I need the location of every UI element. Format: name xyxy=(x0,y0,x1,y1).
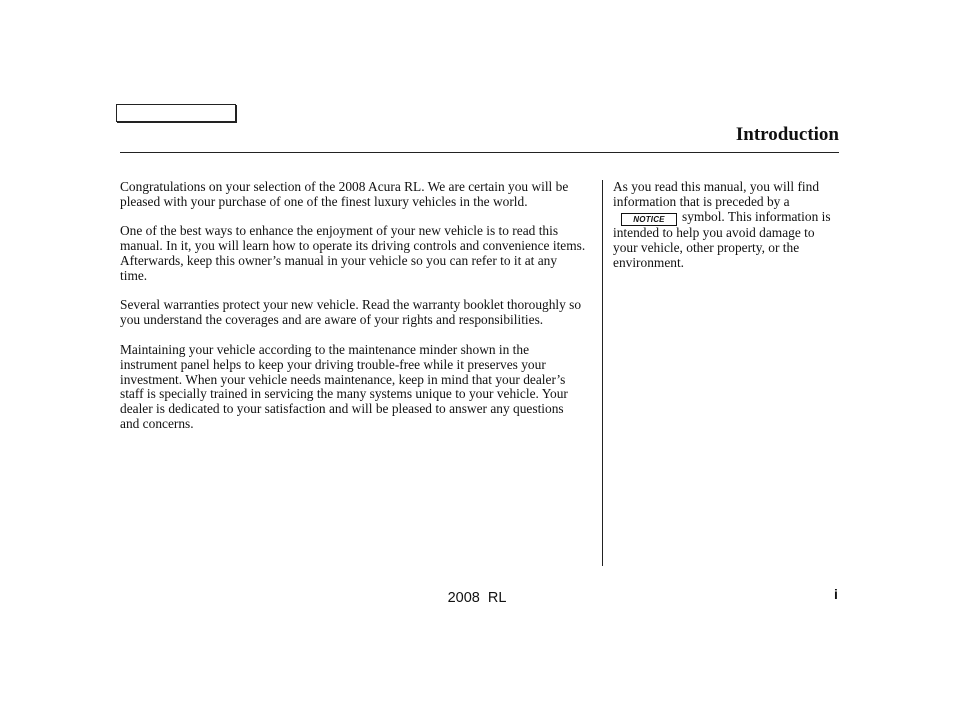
header-rule xyxy=(120,152,839,153)
notice-text-before: As you read this manual, you will find information that is preceded by a xyxy=(613,179,820,209)
page-title: Introduction xyxy=(735,124,839,145)
paragraph-warranties: Several warranties protect your new vehicle. Read the warranty booklet thoroughly so you understand the coverages and are aware of your rights and responsibilities. xyxy=(120,297,582,328)
paragraph-congratulations: Congratulations on your selection of the 2008 Acura RL. We are certain you will be pleased with your purchase of one of the finest luxury vehicles in the world. xyxy=(120,179,569,209)
notice-icon xyxy=(621,213,677,226)
left-column xyxy=(120,180,586,447)
navigation-box[interactable] xyxy=(116,104,236,122)
notice-label: NOTICE xyxy=(633,214,665,224)
right-column xyxy=(613,180,839,271)
paragraph-manual: One of the best ways to enhance the enjoyment of your new vehicle is to read this manual. In it, you will learn how to operate its driving controls and convenience items. Afterwards, keep this owner’s manual in your vehicle so you can refer to it at any time. xyxy=(120,223,586,284)
footer-model: 2008 RL xyxy=(447,590,507,606)
notice-text-after: symbol. This information is intended to help you avoid damage to your vehicle, other property, or the environment. xyxy=(613,208,831,270)
paragraph-maintenance: Maintaining your vehicle according to the maintenance minder shown in the instrument panel helps to keep your driving trouble-free while it preserves your investment. When your vehicle needs maintenance, keep in mind that your dealer’s staff is specially trained in servicing the many systems unique to your vehicle. Your dealer is dedicated to your satisfaction and will be pleased to answer any questions and concerns. xyxy=(120,341,568,432)
column-divider xyxy=(602,180,603,566)
page-number: i xyxy=(834,586,838,602)
notice-paragraph xyxy=(613,180,839,271)
